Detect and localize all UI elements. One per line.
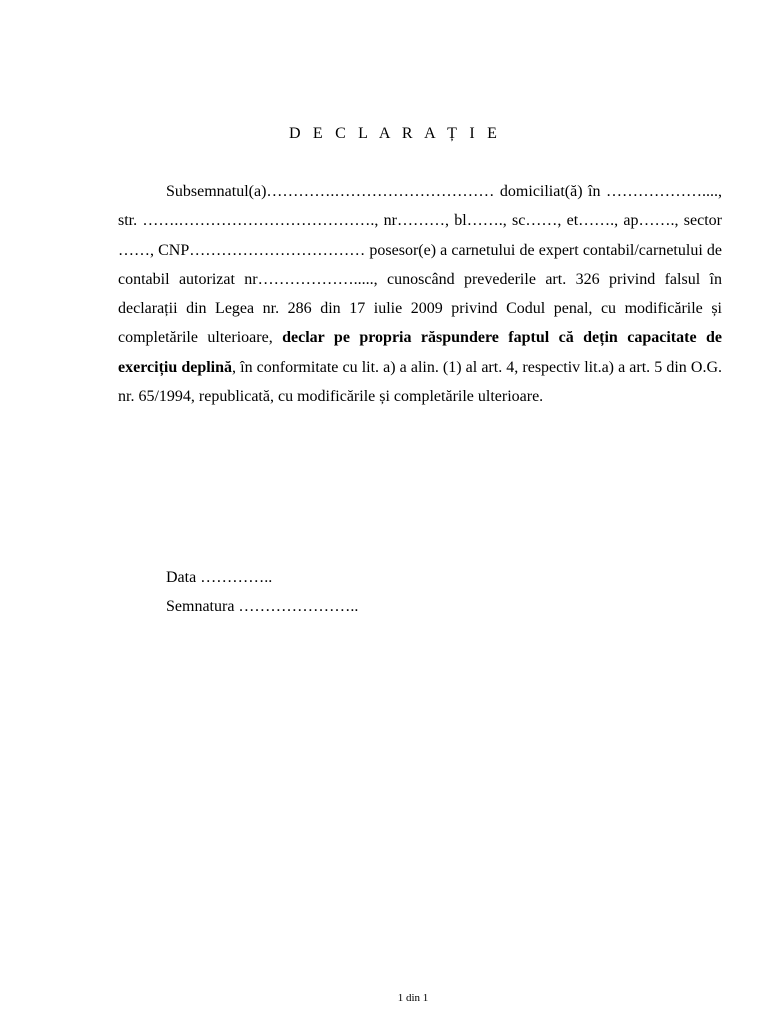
declaration-text-part1: Subsemnatul(a)………….………………………… domiciliat(ă) în ………………...., str. …….………………………………., nr………, bl……., sc……, et……., ap……., sector ……, CNP…………………………… posesor(e) a carnetului de expert contabil/carnetului de contabil autorizat nr………………....., cunoscând prevederile art. 326 privind falsul în declarații din Legea nr. 286 din 17 iulie 2009 privind Codul penal, cu modificările și completările ulterioare,	[118, 183, 722, 347]
document-title: D E C L A R A Ț I E	[288, 125, 502, 142]
declaration-text-bold: declar pe propria răspundere faptul că dețin capacitate de exercițiu deplină	[118, 329, 722, 376]
page-number: 1 din 1	[397, 992, 429, 1004]
declaration-paragraph	[118, 177, 722, 411]
signature-block	[166, 563, 358, 621]
declaration-text-part2: , în conformitate cu lit. a) a alin. (1) al art. 4, respectiv lit.a) a art. 5 din O.G. nr. 65/1994, republicată, cu modificările și completările ulterioare.	[118, 358, 723, 406]
date-line: Data …………..	[166, 569, 273, 586]
signature-line: Semnatura …………………..	[166, 598, 359, 615]
